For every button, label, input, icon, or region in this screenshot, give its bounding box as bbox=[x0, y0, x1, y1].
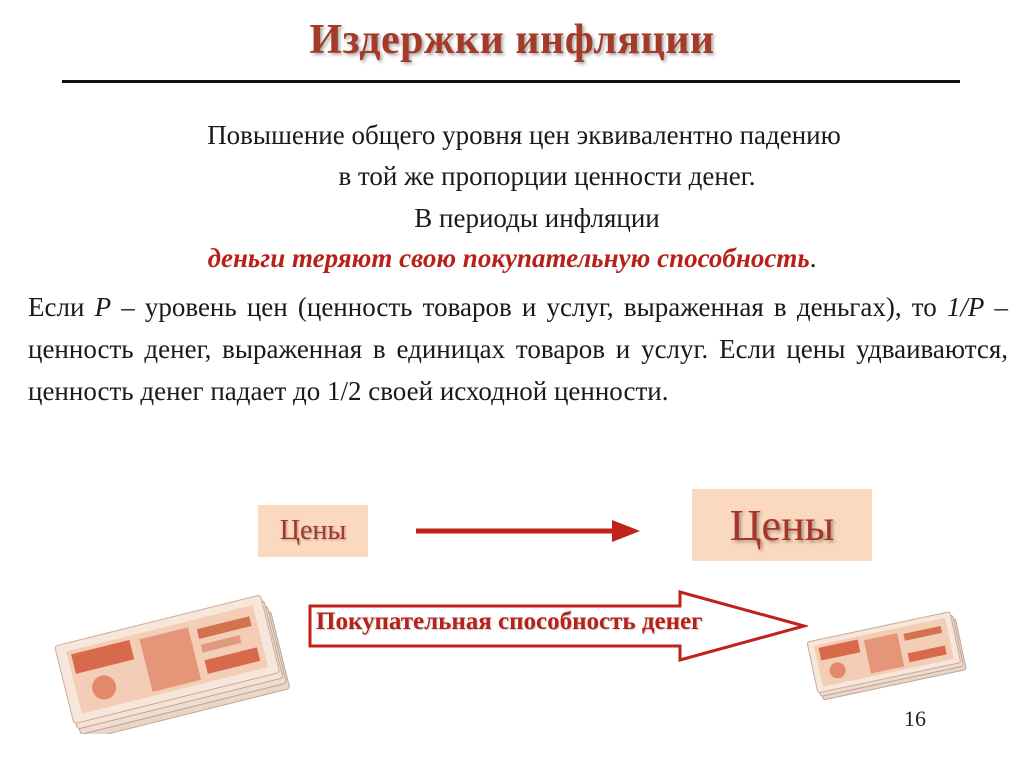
increase-arrow-icon bbox=[416, 516, 642, 546]
intro-emphasis-line bbox=[0, 238, 1024, 278]
body-paragraph bbox=[28, 286, 1008, 412]
prices-big-label: Цены bbox=[729, 500, 835, 550]
variable-p: P bbox=[94, 292, 112, 322]
purchasing-power-label: Покупательная способность денег bbox=[316, 608, 703, 635]
prices-small-label: Цены bbox=[279, 515, 347, 546]
prices-big-box bbox=[692, 489, 872, 561]
body-part-3: – ценность денег, выраженная в единицах товаров и услуг. Если цены удваиваются, ценность денег падает до 1/2 своей исходной ценности. bbox=[28, 292, 1009, 406]
title-divider bbox=[62, 80, 960, 83]
variable-inverse-p: 1/P bbox=[946, 292, 985, 322]
intro-line-3: В периоды инфляции bbox=[414, 203, 660, 233]
prices-small-box bbox=[258, 505, 368, 557]
slide-title: Издержки инфляции bbox=[309, 17, 715, 63]
emphasis-period: . bbox=[809, 243, 817, 273]
page-number: 16 bbox=[904, 706, 926, 731]
body-part-1: Если bbox=[28, 292, 95, 322]
banknote-stack-small-icon bbox=[800, 596, 970, 700]
intro-line-2: в той же пропорции ценности денег. bbox=[338, 161, 756, 191]
banknote-stack-large-icon bbox=[52, 574, 292, 734]
body-part-2: – уровень цен (ценность товаров и услуг, выраженная в деньгах), то bbox=[111, 292, 947, 322]
intro-line-1: Повышение общего уровня цен эквивалентно падению bbox=[207, 120, 841, 150]
emphasis-text: деньги теряют свою покупательную способность bbox=[207, 243, 810, 273]
